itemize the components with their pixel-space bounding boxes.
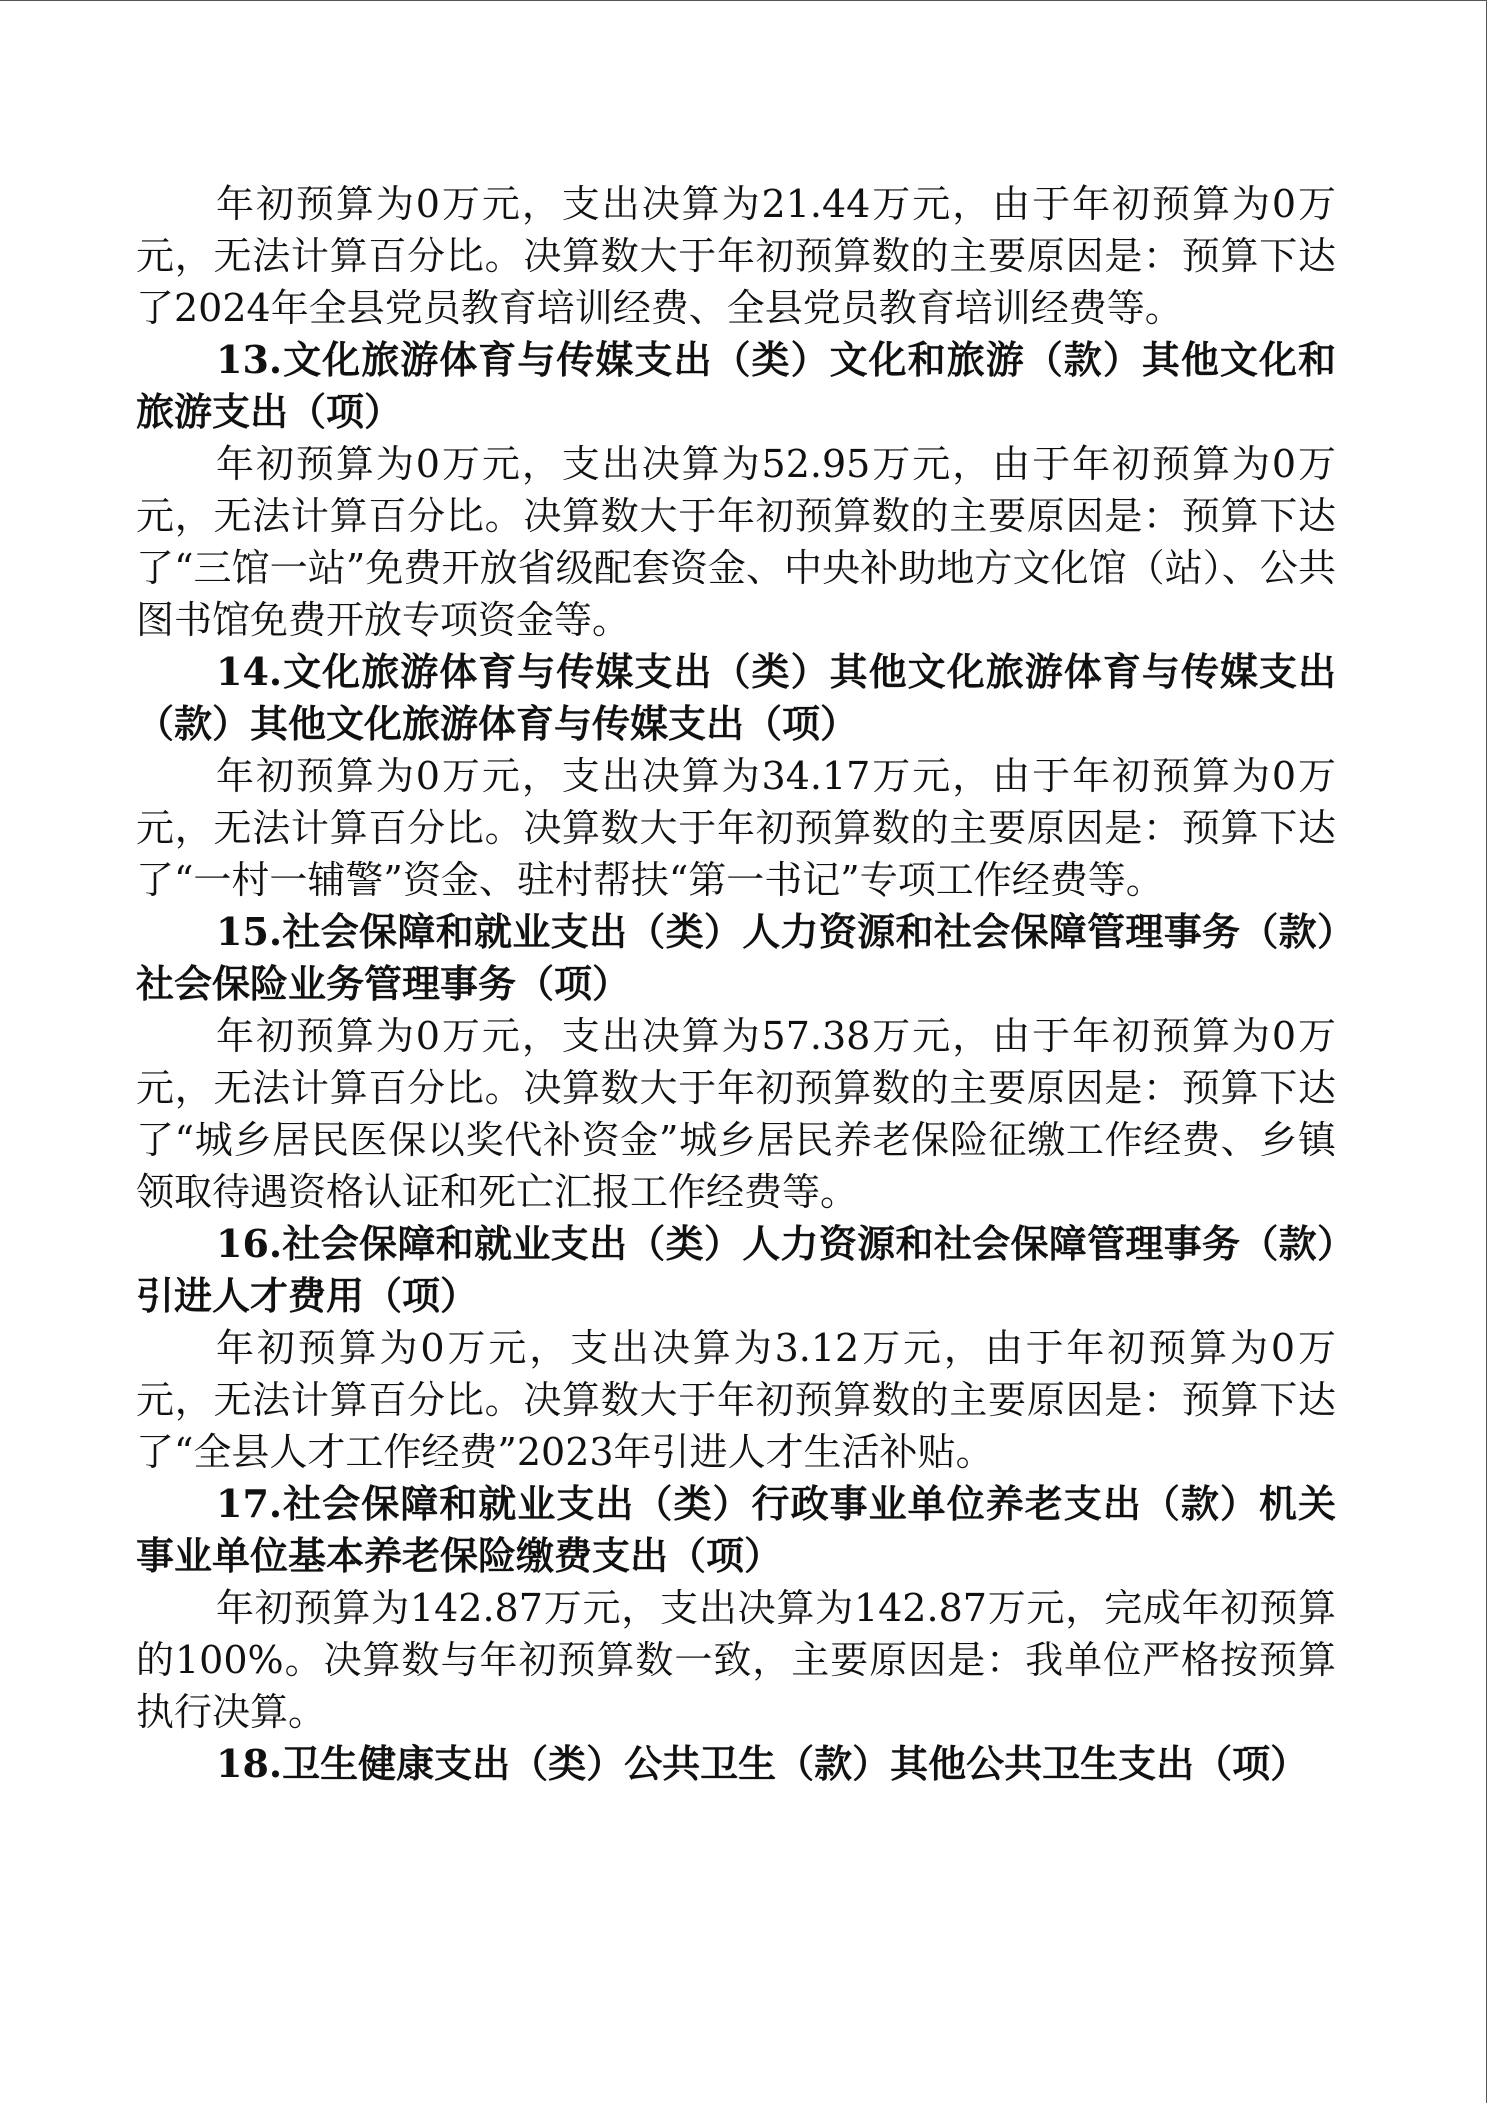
paragraph: 年初预算为0万元，支出决算为52.95万元，由于年初预算为0万元，无法计算百分比。决算数大于年初预算数的主要原因是：预算下达了“三馆一站”免费开放省级配套资金、中央补助地方文化馆（站）、公共图书馆免费开放专项资金等。 <box>136 442 1336 642</box>
paragraph: 年初预算为0万元，支出决算为34.17万元，由于年初预算为0万元，无法计算百分比。决算数大于年初预算数的主要原因是：预算下达了“一村一辅警”资金、驻村帮扶“第一书记”专项工作经费等。 <box>136 754 1336 902</box>
section-heading: 14.文化旅游体育与传媒支出（类）其他文化旅游体育与传媒支出（款）其他文化旅游体育与传媒支出（项） <box>136 649 1336 746</box>
paragraph: 年初预算为0万元，支出决算为21.44万元，由于年初预算为0万元，无法计算百分比。决算数大于年初预算数的主要原因是：预算下达了2024年全县党员教育培训经费、全县党员教育培训经费等。 <box>136 182 1336 330</box>
document-body <box>136 178 1336 1790</box>
section-heading: 15.社会保障和就业支出（类）人力资源和社会保障管理事务（款）社会保险业务管理事务（项） <box>136 909 1336 1006</box>
section-heading: 18.卫生健康支出（类）公共卫生（款）其他公共卫生支出（项） <box>216 1741 1309 1786</box>
section-heading: 17.社会保障和就业支出（类）行政事业单位养老支出（款）机关事业单位基本养老保险缴费支出（项） <box>136 1481 1336 1578</box>
paragraph: 年初预算为142.87万元，支出决算为142.87万元，完成年初预算的100%。决算数与年初预算数一致，主要原因是：我单位严格按预算执行决算。 <box>136 1586 1336 1734</box>
section-heading: 13.文化旅游体育与传媒支出（类）文化和旅游（款）其他文化和旅游支出（项） <box>136 337 1336 434</box>
paragraph: 年初预算为0万元，支出决算为3.12万元，由于年初预算为0万元，无法计算百分比。决算数大于年初预算数的主要原因是：预算下达了“全县人才工作经费”2023年引进人才生活补贴。 <box>136 1326 1336 1474</box>
section-heading: 16.社会保障和就业支出（类）人力资源和社会保障管理事务（款）引进人才费用（项） <box>136 1221 1336 1318</box>
paragraph: 年初预算为0万元，支出决算为57.38万元，由于年初预算为0万元，无法计算百分比。决算数大于年初预算数的主要原因是：预算下达了“城乡居民医保以奖代补资金”城乡居民养老保险征缴工作经费、乡镇领取待遇资格认证和死亡汇报工作经费等。 <box>136 1014 1336 1214</box>
